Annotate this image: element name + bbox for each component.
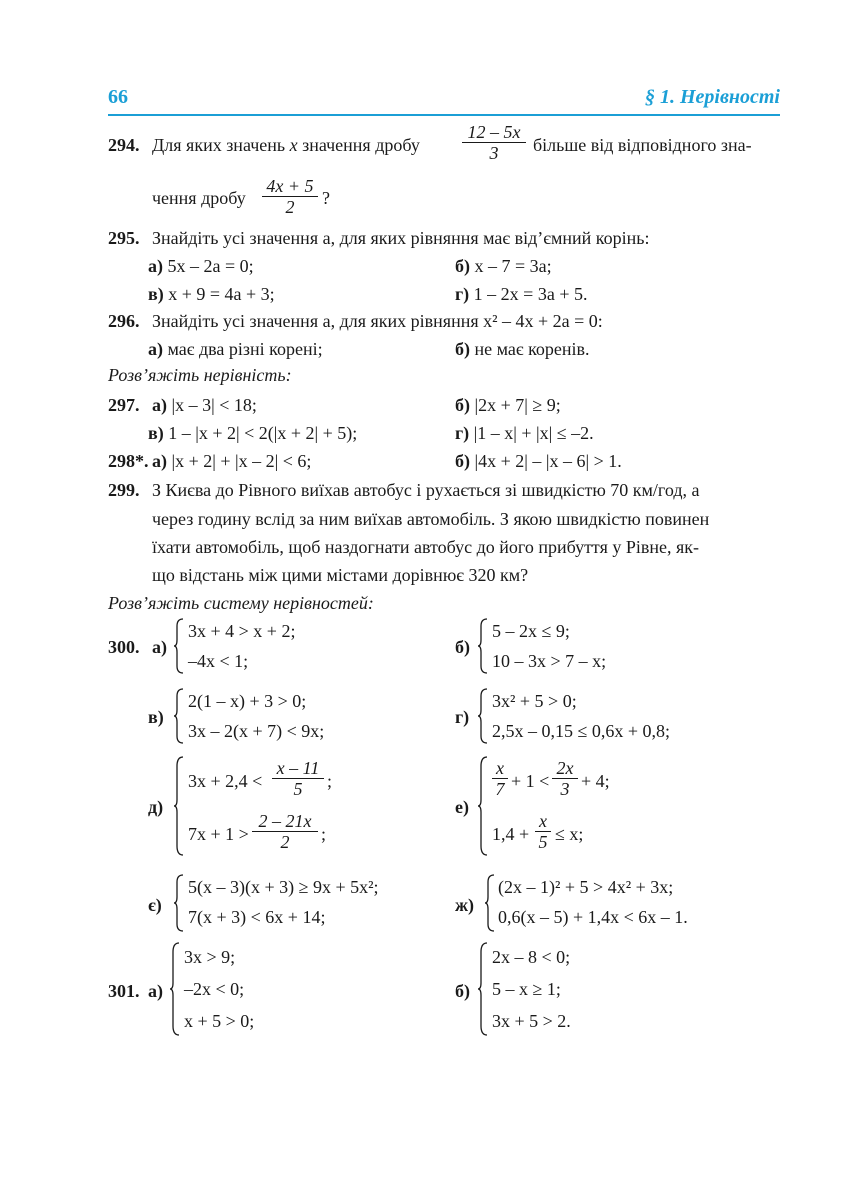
problem-295-b: б) x – 7 = 3a; <box>455 256 552 276</box>
problem-297-b: б) |2x + 7| ≥ 9; <box>455 395 561 415</box>
system-301-a-line-3: x + 5 > 0; <box>184 1011 255 1031</box>
brace-300-a <box>174 618 184 674</box>
system-301-b-line-1: 2x – 8 < 0; <box>492 947 571 967</box>
fraction-294-1: $\frac{12 - 5x}{3}$ <box>462 122 526 163</box>
problem-294-text-1: Для яких значень x значення дробу <box>152 135 420 155</box>
system-301-a-line-2: –2x < 0; <box>184 979 245 999</box>
problem-296-text: Знайдіть усі значення a, для яких рівняння x² – 4x + 2a = 0: <box>152 311 603 331</box>
problem-299-line-3: їхати автомобіль, щоб наздогнати автобус до його прибуття у Рівне, як- <box>152 537 699 557</box>
section-heading-system: Розв’яжіть систему нерівностей: <box>108 593 374 613</box>
problem-297-a: а) |x – 3| < 18; <box>152 395 257 415</box>
problem-299-line-2: через годину вслід за ним виїхав автомобіль. З якою швидкістю повинен <box>152 509 710 529</box>
section-heading-inequality: Розв’яжіть нерівність: <box>108 365 292 385</box>
system-300-ye-line-2: 7(x + 3) < 6x + 14; <box>188 907 326 927</box>
system-300-e-line-2-end: ≤ x; <box>555 824 584 844</box>
section-title: § 1. Нерівності <box>644 86 780 108</box>
system-300-g-line-2: 2,5x – 0,15 ≤ 0,6x + 0,8; <box>492 721 671 741</box>
header-rule <box>108 114 780 116</box>
system-301-b-label: б) <box>455 981 470 1001</box>
system-300-e-label: е) <box>455 797 469 817</box>
system-300-g-line-1: 3x² + 5 > 0; <box>492 691 577 711</box>
problem-295-g: г) 1 – 2x = 3a + 5. <box>455 284 588 304</box>
system-301-a-line-1: 3x > 9; <box>184 947 236 967</box>
fraction-300-e-3: $\frac{x}{5}$ <box>535 811 551 852</box>
system-300-d-line-2-end: ; <box>321 824 327 844</box>
system-300-b-line-2: 10 – 3x > 7 – x; <box>492 651 607 671</box>
brace-301-a <box>170 942 180 1036</box>
system-300-a-label: а) <box>152 637 167 657</box>
system-300-d-line-1-left: 3x + 2,4 < <box>188 771 263 791</box>
system-300-a-line-1: 3x + 4 > x + 2; <box>188 621 296 641</box>
system-301-b-line-2: 5 – x ≥ 1; <box>492 979 561 999</box>
problem-297-g: г) |1 – x| + |x| ≤ –2. <box>455 423 594 443</box>
brace-300-d <box>174 756 184 856</box>
system-300-b-line-1: 5 – 2x ≤ 9; <box>492 621 570 641</box>
fraction-294-2: $\frac{4x + 5}{2}$ <box>262 176 318 217</box>
system-300-a-line-2: –4x < 1; <box>188 651 249 671</box>
problem-294-text-4: ? <box>322 188 330 208</box>
problem-number-301: 301. <box>108 981 140 1001</box>
system-300-e-line-2-left: 1,4 + <box>492 824 530 844</box>
system-300-zh-label: ж) <box>455 895 475 915</box>
problem-296-b: б) не має коренів. <box>455 339 590 359</box>
fraction-300-d-2: $\frac{2 - 21x}{2}$ <box>252 811 318 852</box>
problem-number-297: 297. <box>108 395 140 415</box>
system-300-zh-line-2: 0,6(x – 5) + 1,4x < 6x – 1. <box>498 907 688 927</box>
brace-300-ye <box>174 874 184 932</box>
problem-297-v: в) 1 – |x + 2| < 2(|x + 2| + 5); <box>148 423 358 443</box>
fraction-300-e-1: $\frac{x}{7}$ <box>492 758 508 799</box>
brace-300-b <box>478 618 488 674</box>
problem-number-299: 299. <box>108 480 140 500</box>
system-300-e-line-1-mid: + 1 < <box>511 771 550 791</box>
problem-295-v: в) x + 9 = 4a + 3; <box>148 284 275 304</box>
system-300-v-line-2: 3x – 2(x + 7) < 9x; <box>188 721 325 741</box>
system-300-e-line-1-end: + 4; <box>581 771 610 791</box>
problem-299-line-4: що відстань між цими містами дорівнює 320 км? <box>152 565 529 585</box>
problem-296-a: а) має два різні корені; <box>148 339 323 359</box>
problem-number-296: 296. <box>108 311 140 331</box>
system-301-a-label: а) <box>148 981 163 1001</box>
problem-298-a: а) |x + 2| + |x – 2| < 6; <box>152 451 312 471</box>
problem-number-295: 295. <box>108 228 140 248</box>
fraction-300-e-2: $\frac{2x}{3}$ <box>552 758 578 799</box>
system-300-zh-line-1: (2x – 1)² + 5 > 4x² + 3x; <box>498 877 674 897</box>
brace-300-g <box>478 688 488 744</box>
page-number: 66 <box>108 86 128 108</box>
system-300-g-label: г) <box>455 707 470 727</box>
system-300-b-label: б) <box>455 637 470 657</box>
brace-300-v <box>174 688 184 744</box>
problem-number-294: 294. <box>108 135 140 155</box>
system-300-ye-line-1: 5(x – 3)(x + 3) ≥ 9x + 5x²; <box>188 877 379 897</box>
fraction-300-d-1: $\frac{x - 11}{5}$ <box>272 758 324 799</box>
system-300-d-line-2-left: 7x + 1 > <box>188 824 249 844</box>
problem-295-text: Знайдіть усі значення а, для яких рівняння має від’ємний корінь: <box>152 228 650 248</box>
system-300-d-line-1-end: ; <box>327 771 333 791</box>
problem-number-300: 300. <box>108 637 140 657</box>
brace-300-e <box>478 756 488 856</box>
system-300-ye-label: є) <box>148 895 162 915</box>
page-header <box>108 86 780 114</box>
system-301-b-line-3: 3x + 5 > 2. <box>492 1011 571 1031</box>
problem-299-line-1: З Києва до Рівного виїхав автобус і рухається зі швидкістю 70 км/год, а <box>152 480 700 500</box>
problem-number-298: 298*. <box>108 451 149 471</box>
problem-295-a: а) 5x – 2a = 0; <box>148 256 254 276</box>
system-300-v-line-1: 2(1 – x) + 3 > 0; <box>188 691 307 711</box>
system-300-d-label: д) <box>148 797 164 817</box>
brace-301-b <box>478 942 488 1036</box>
problem-294-text-3: чення дробу <box>152 188 246 208</box>
problem-294-text-2: більше від відповідного зна- <box>533 135 752 155</box>
system-300-v-label: в) <box>148 707 164 727</box>
brace-300-zh <box>485 874 495 932</box>
problem-298-b: б) |4x + 2| – |x – 6| > 1. <box>455 451 622 471</box>
